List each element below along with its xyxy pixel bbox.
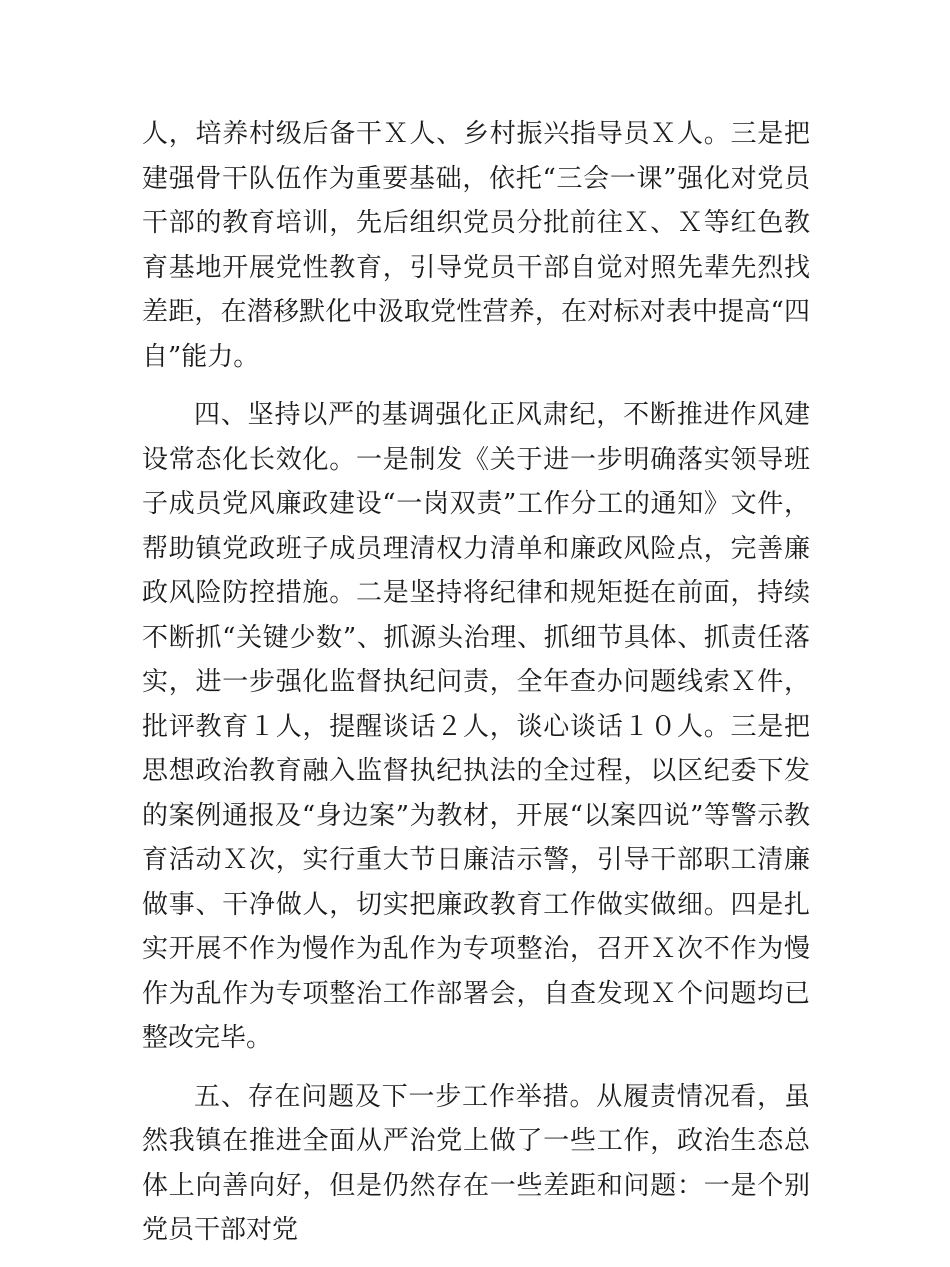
paragraph-2: 四、坚持以严的基调强化正风肃纪，不断推进作风建设常态化长效化。一是制发《关于进一步明确落实领导班子成员党风廉政建设“一岗双责”工作分工的通知》文件，帮助镇党政班子成员理清权力清单和廉政风险点，完善廉政风险防控措施。二是坚持将纪律和规矩挺在前面，持续不断抓“关键少数”、抓源头治理、抓细节具体、抓责任落实，进一步强化监督执纪问责，全年查办问题线索Ｘ件，批评教育１人，提醒谈话２人，谈心谈话１０人。三是把思想政治教育融入监督执纪执法的全过程，以区纪委下发的案例通报及“身边案”为教材，开展“以案四说”等警示教育活动Ｘ次，实行重大节日廉洁示警，引导干部职工清廉做事、干净做人，切实把廉政教育工作做实做细。四是扎实开展不作为慢作为乱作为专项整治，召开Ｘ次不作为慢作为乱作为专项整治工作部署会，自查发现Ｘ个问题均已整改完毕。	[142, 400, 810, 1053]
paragraph-3: 五、存在问题及下一步工作举措。从履责情况看，虽然我镇在推进全面从严治党上做了一些工作，政治生态总体上向善向好，但是仍然存在一些差距和问题：一是个别党员干部对党	[142, 1081, 810, 1245]
document-page	[142, 112, 810, 1267]
paragraph-1: 人，培养村级后备干Ｘ人、乡村振兴指导员Ｘ人。三是把建强骨干队伍作为重要基础，依托“三会一课”强化对党员干部的教育培训，先后组织党员分批前往Ｘ、Ｘ等红色教育基地开展党性教育，引导党员干部自觉对照先辈先烈找差距，在潜移默化中汲取党性营养，在对标对表中提高“四自”能力。	[142, 119, 810, 372]
